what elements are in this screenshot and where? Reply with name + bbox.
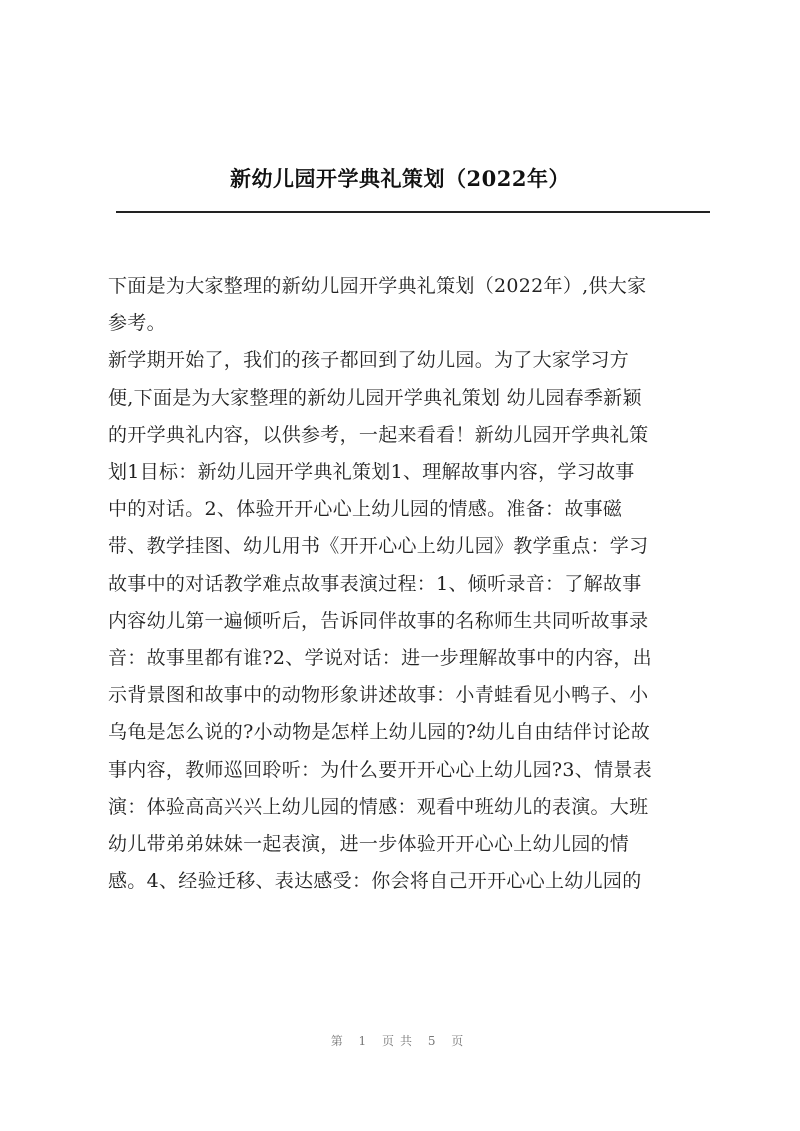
- body-line: 便,下面是为大家整理的新幼儿园开学典礼策划 幼儿园春季新颖: [108, 386, 642, 409]
- document-body: [108, 268, 708, 900]
- body-line: 下面是为大家整理的新幼儿园开学典礼策划（2022年）,供大家: [108, 275, 647, 297]
- body-line: 演：体验高高兴兴上幼儿园的情感：观看中班幼儿的表演。大班: [108, 795, 649, 818]
- body-line: 感。4、经验迁移、表达感受：你会将自己开开心心上幼儿园的: [108, 870, 642, 893]
- body-line: 示背景图和故事中的动物形象讲述故事：小青蛙看见小鸭子、小: [108, 684, 649, 707]
- document-title: 新幼儿园开学典礼策划（2022年）: [230, 166, 570, 191]
- body-line: 中的对话。2、体验开开心心上幼儿园的情感。准备：故事磁: [108, 498, 623, 521]
- page-footer: 第 1 页共 5 页: [330, 1034, 470, 1048]
- body-line: 音：故事里都有谁?2、学说对话：进一步理解故事中的内容，出: [108, 647, 652, 670]
- body-line: 故事中的对话教学难点故事表演过程：1、倾听录音：了解故事: [108, 572, 642, 595]
- body-line: 事内容，教师巡回聆听：为什么要开开心心上幼儿园?3、情景表: [108, 758, 652, 781]
- body-line: 内容幼儿第一遍倾听后，告诉同伴故事的名称师生共同听故事录: [108, 609, 649, 632]
- body-line: 带、教学挂图、幼儿用书《开开心心上幼儿园》教学重点：学习: [108, 535, 649, 558]
- body-line: 乌龟是怎么说的?小动物是怎样上幼儿园的?幼儿自由结伴讨论故: [108, 721, 651, 744]
- body-line: 新学期开始了，我们的孩子都回到了幼儿园。为了大家学习方: [108, 349, 630, 372]
- body-line: 的开学典礼内容，以供参考，一起来看看！新幼儿园开学典礼策: [108, 423, 649, 446]
- title-divider: [116, 211, 710, 213]
- body-line: 划1目标：新幼儿园开学典礼策划1、理解故事内容，学习故事: [108, 461, 635, 484]
- body-line: 参考。: [108, 312, 166, 335]
- body-line: 幼儿带弟弟妹妹一起表演，进一步体验开开心心上幼儿园的情: [108, 833, 630, 856]
